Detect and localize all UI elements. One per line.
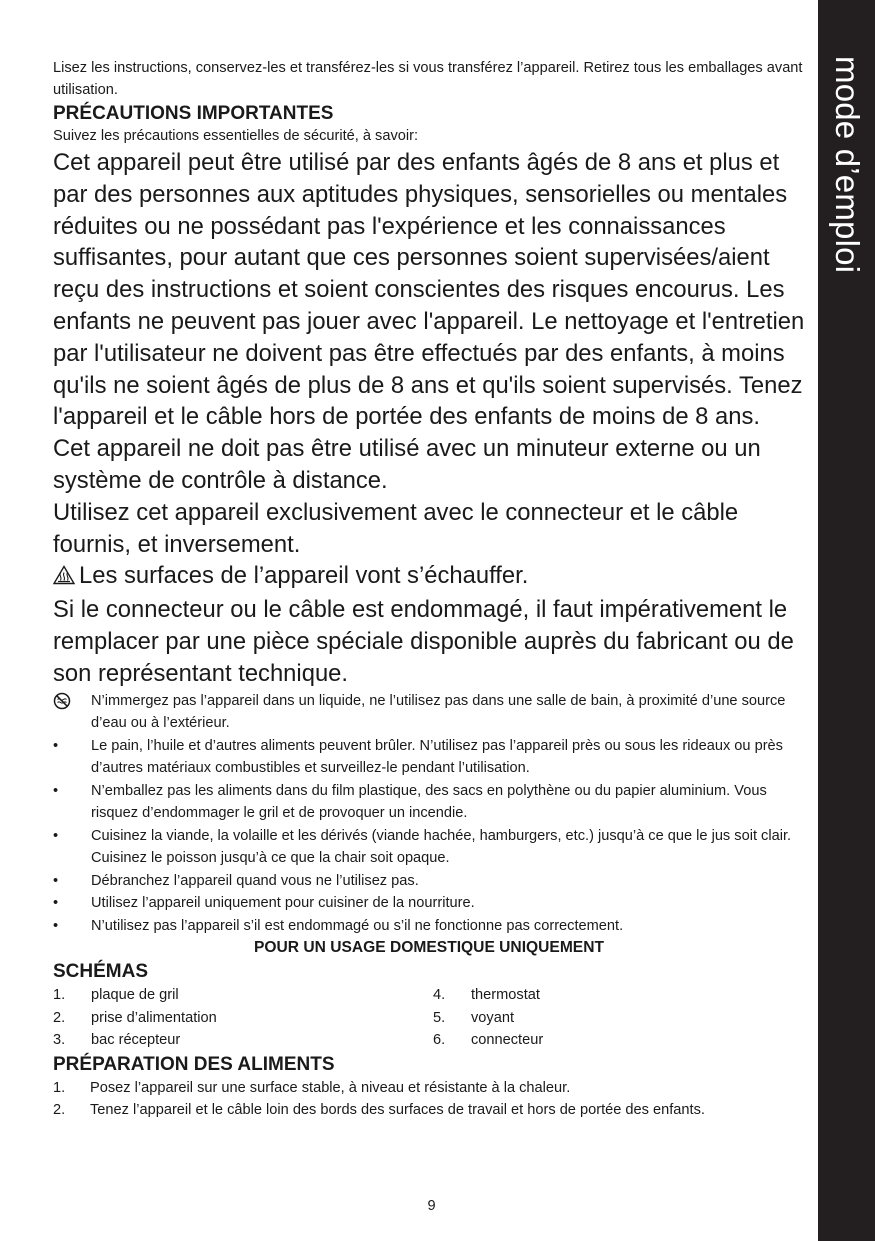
no-immersion-icon (53, 690, 77, 718)
safety-paragraph-repair: Si le connecteur ou le câble est endommagé, il faut impérativement le remplacer par une pièce spéciale disponible auprès du fabricant ou de son représentant technique. (53, 596, 794, 687)
safety-paragraph-children: Cet appareil peut être utilisé par des enfants âgés de 8 ans et plus et par des personnes aux aptitudes physiques, sensorielles ou mentales réduites ou ne possédant pas l'expérience et les connaissances suffisantes, pour autant que ces personnes soient supervisées/aient reçu des instructions et soient conscientes des risques encourus. Les enfants ne peuvent pas jouer avec l'appareil. Le nettoyage et l'entretien par l'utilisateur ne doivent pas être effectués par des enfants, à moins qu'ils ne soient âgés de plus de 8 ans et qu'ils soient supervisés. Tenez l'appareil et le câble hors de portée des enfants de moins de 8 ans. (53, 149, 805, 431)
safety-paragraph-connector: Utilisez cet appareil exclusivement avec le connecteur et le câble fournis, et inversement. (53, 498, 739, 558)
list-item: 2. Tenez l’appareil et le câble loin des bords des surfaces de travail et hors de portée des enfants. (53, 1102, 705, 1119)
sidebar-band (818, 0, 875, 1241)
hot-surface-warning (53, 560, 805, 594)
list-item: • Utilisez l’appareil uniquement pour cuisiner de la nourriture. (53, 892, 805, 915)
preparation-heading: PRÉPARATION DES ALIMENTS (53, 1053, 335, 1075)
hot-surface-warning-icon (53, 562, 75, 594)
schema-item: 3. bac récepteur (53, 1032, 181, 1049)
schema-item: 6. connecteur (433, 1032, 544, 1049)
schemas-heading: SCHÉMAS (53, 961, 149, 983)
precautions-list (53, 690, 805, 938)
bullet-symbol: • (53, 827, 59, 844)
precautions-heading: PRÉCAUTIONS IMPORTANTES (53, 103, 334, 124)
bullet-symbol: • (53, 872, 59, 889)
list-item: • Débranchez l’appareil quand vous ne l’utilisez pas. (53, 870, 805, 893)
list-item: • N’utilisez pas l’appareil s’il est endommagé ou s’il ne fonctionne pas correctement. (53, 915, 805, 938)
page-number: 9 (427, 1198, 436, 1214)
intro-text: Lisez les instructions, conservez-les et transférez-les si vous transférez l’appareil. Retirez tous les emballages avant utilisation. (53, 60, 803, 98)
list-item: N’immergez pas l’appareil dans un liquide, ne l’utilisez pas dans une salle de bain, à proximité d’une source d’eau ou à l’extérieur. (53, 690, 805, 735)
list-item: • Le pain, l’huile et d’autres aliments peuvent brûler. N’utilisez pas l’appareil près ou sous les rideaux ou près d’autres matériaux combustibles et surveillez-le pendant l’utilisation. (53, 735, 805, 780)
bullet-symbol: • (53, 737, 59, 754)
bullet-symbol: • (53, 895, 59, 912)
page-content (53, 57, 805, 1122)
list-item: • N’emballez pas les aliments dans du film plastique, des sacs en polythène ou du papier aluminium. Vous risquez d’endommager le gril et de provoquer un incendie. (53, 780, 805, 825)
schema-item: 5. voyant (433, 1009, 514, 1026)
schema-item: 2. prise d’alimentation (53, 1009, 217, 1026)
preparation-steps (53, 1077, 805, 1122)
hot-surface-text: Les surfaces de l’appareil vont s’échauffer. (79, 562, 529, 590)
precautions-subheading: Suivez les précautions essentielles de sécurité, à savoir: (53, 128, 419, 144)
sidebar-title: mode d’emploi (829, 56, 866, 274)
domestic-use-notice: POUR UN USAGE DOMESTIQUE UNIQUEMENT (253, 939, 604, 957)
list-item: • Cuisinez la viande, la volaille et les dérivés (viande hachée, hamburgers, etc.) jusqu’à ce que le jus soit clair. Cuisinez le poisson jusqu’à ce que la chair soit opaque. (53, 825, 805, 870)
schema-item: 4. thermostat (433, 987, 540, 1004)
bullet-symbol: • (53, 782, 59, 799)
list-item: 1. Posez l’appareil sur une surface stable, à niveau et résistante à la chaleur. (53, 1079, 571, 1096)
safety-paragraph-timer: Cet appareil ne doit pas être utilisé avec un minuteur externe ou un système de contrôle à distance. (53, 435, 761, 494)
schemas-list (53, 984, 805, 1052)
bullet-symbol: • (53, 917, 59, 934)
schema-item: 1. plaque de gril (53, 987, 179, 1004)
